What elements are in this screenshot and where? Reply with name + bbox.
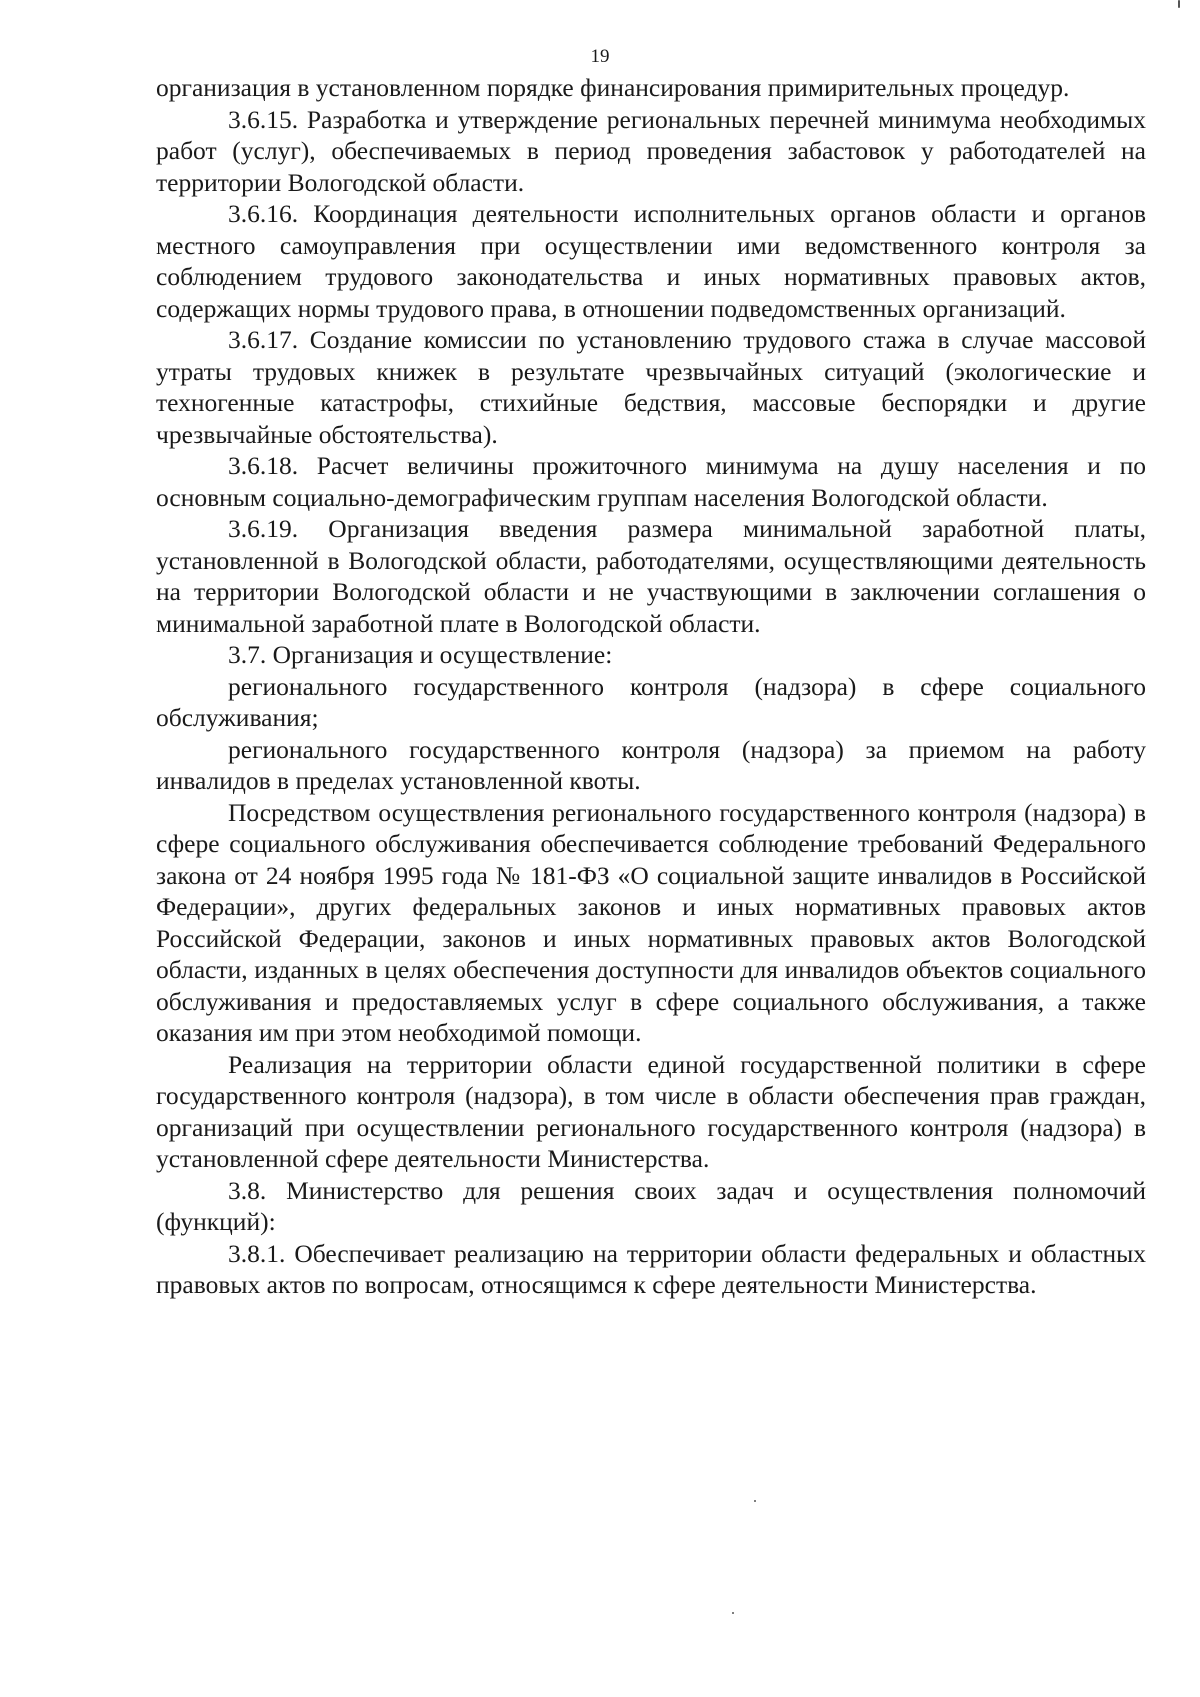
paragraph-control-purpose: Посредством осуществления регионального государственного контроля (надзора) в сфере социального обслуживания обеспечивается соблюдение требований Федерального закона от 24 ноября 1995 года № 181-ФЗ «О социальной защите инвалидов в Российской Федерации», других федеральных законов и иных нормативных правовых актов Российской Федерации, законов и иных нормативных правовых актов Вологодской области, изданных в целях обеспечения доступности для инвалидов объектов социального обслуживания и предоставляемых услуг в сфере социального обслуживания, а также оказания им при этом необходимой помощи. [156,797,1146,1047]
paragraph-continuation: организация в установленном порядке финансирования примирительных процедур. [156,73,1070,102]
paragraph-3-6-15: 3.6.15. Разработка и утверждение региональных перечней минимума необходимых работ (услуг), обеспечиваемых в период проведения забастовок у работодателей на территории Вологодской области. [156,104,1146,197]
paragraph-3-7: 3.7. Организация и осуществление: [228,640,613,669]
paragraph-3-6-18: 3.6.18. Расчет величины прожиточного минимума на душу населения и по основным социально-демографическим группам населения Вологодской области. [156,451,1146,512]
paragraph-3-7-item-social-service: регионального государственного контроля (надзора) в сфере социального обслуживания; [156,671,1146,732]
paragraph-3-6-19: 3.6.19. Организация введения размера минимальной заработной платы, установленной в Вологодской области, работодателями, осуществляющими деятельность на территории Вологодской области и не участвующими в заключении соглашения о минимальной заработной плате в Вологодской области. [156,514,1146,638]
paragraph-3-8-1: 3.8.1. Обеспечивает реализацию на территории области федеральных и областных правовых актов по вопросам, относящимся к сфере деятельности Министерства. [156,1238,1146,1299]
document-body [156,72,1146,1301]
paragraph-3-6-17: 3.6.17. Создание комиссии по установлению трудового стажа в случае массовой утраты трудовых книжек в результате чрезвычайных ситуаций (экологические и техногенные катастрофы, стихийные бедствия, массовые беспорядки и другие чрезвычайные обстоятельства). [156,325,1146,449]
scan-speck [1178,0,1180,8]
paragraph-3-6-16: 3.6.16. Координация деятельности исполнительных органов области и органов местного самоуправления при осуществлении ими ведомственного контроля за соблюдением трудового законодательства и иных нормативных правовых актов, содержащих нормы трудового права, в отношении подведомственных организаций. [156,199,1146,323]
scan-speck [754,1500,756,1502]
scan-speck [732,1612,734,1614]
paragraph-3-8: 3.8. Министерство для решения своих задач и осуществления полномочий (функций): [156,1175,1146,1236]
page-number: 19 [590,46,610,67]
paragraph-3-7-item-disabled-quota: регионального государственного контроля (надзора) за приемом на работу инвалидов в пределах установленной квоты. [156,734,1146,795]
paragraph-state-policy: Реализация на территории области единой государственной политики в сфере государственного контроля (надзора), в том числе в области обеспечения прав граждан, организаций при осуществлении регионального государственного контроля (надзора) в установленной сфере деятельности Министерства. [156,1049,1146,1173]
